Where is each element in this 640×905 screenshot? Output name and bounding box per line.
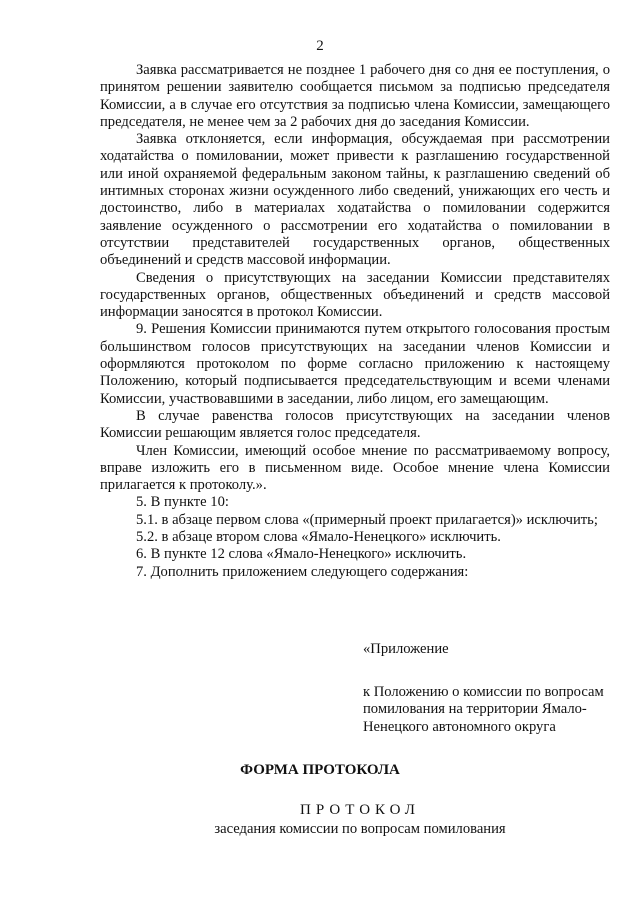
page-number: 2: [316, 38, 324, 54]
form-title: ФОРМА ПРОТОКОЛА: [240, 762, 400, 778]
paragraph-item-5-2: 5.2. в абзаце втором слова «Ямало-Ненецкого» исключить.: [136, 529, 501, 546]
paragraph-item-6: 6. В пункте 12 слова «Ямало-Ненецкого» исключить.: [136, 546, 467, 563]
paragraph-vote-tie: В случае равенства голосов присутствующих на заседании членов Комиссии решающим является голос председателя.: [100, 407, 610, 442]
paragraph-item-7: 7. Дополнить приложением следующего содержания:: [136, 563, 469, 580]
paragraph-application-rejection: Заявка отклоняется, если информация, обсуждаемая при рассмотрении ходатайства о помиловании, может привести к разглашению государственной или иной охраняемой федеральным законом тайны, к разглашению сведений об интимных сторонах жизни осужденного либо сведений, унижающих его честь и достоинство, либо в материалах ходатайства о помиловании содержится заявление осужденного о рассмотрении его ходатайства о помиловании в отсутствии представителей государственных органов, общественных объединений и средств массовой информации.: [100, 131, 610, 269]
paragraph-item-9-decisions: 9. Решения Комиссии принимаются путем открытого голосования простым большинством голосов присутствующих на заседании членов Комиссии и оформляются протоколом по форме согласно приложению к настоящему Положению, который подписывается председательствующим и всеми членами Комиссии, участвовавшими в заседании, либо лицом, его замещающим.: [100, 321, 610, 407]
paragraph-attendees-info: Сведения о присутствующих на заседании Комиссии представителях государственных органов, общественных объединений и средств массовой информации заносятся в протокол Комиссии.: [100, 269, 610, 321]
protocol-subtitle: заседания комиссии по вопросам помилования: [214, 821, 506, 837]
paragraph-application-review: Заявка рассматривается не позднее 1 рабочего дня со дня ее поступления, о принятом решении заявителю сообщается письмом за подписью председателя Комиссии, а в случае его отсутствия за подписью члена Комиссии, замещающего председателя, не менее чем за 2 рабочих дня до заседания Комиссии.: [100, 62, 610, 130]
document-body: [100, 62, 610, 581]
appendix-reference: к Положению о комиссии по вопросам помилования на территории Ямало-Ненецкого автономного округа: [363, 684, 604, 735]
appendix-title: «Приложение: [363, 641, 449, 657]
paragraph-item-5: 5. В пункте 10:: [136, 494, 229, 511]
protocol-heading: ПРОТОКОЛ: [300, 802, 420, 818]
paragraph-item-5-1: 5.1. в абзаце первом слова «(примерный проект прилагается)» исключить;: [136, 511, 598, 528]
paragraph-dissenting-opinion: Член Комиссии, имеющий особое мнение по рассматриваемому вопросу, вправе изложить его в письменном виде. Особое мнение члена Комиссии прилагается к протоколу.».: [100, 442, 610, 494]
